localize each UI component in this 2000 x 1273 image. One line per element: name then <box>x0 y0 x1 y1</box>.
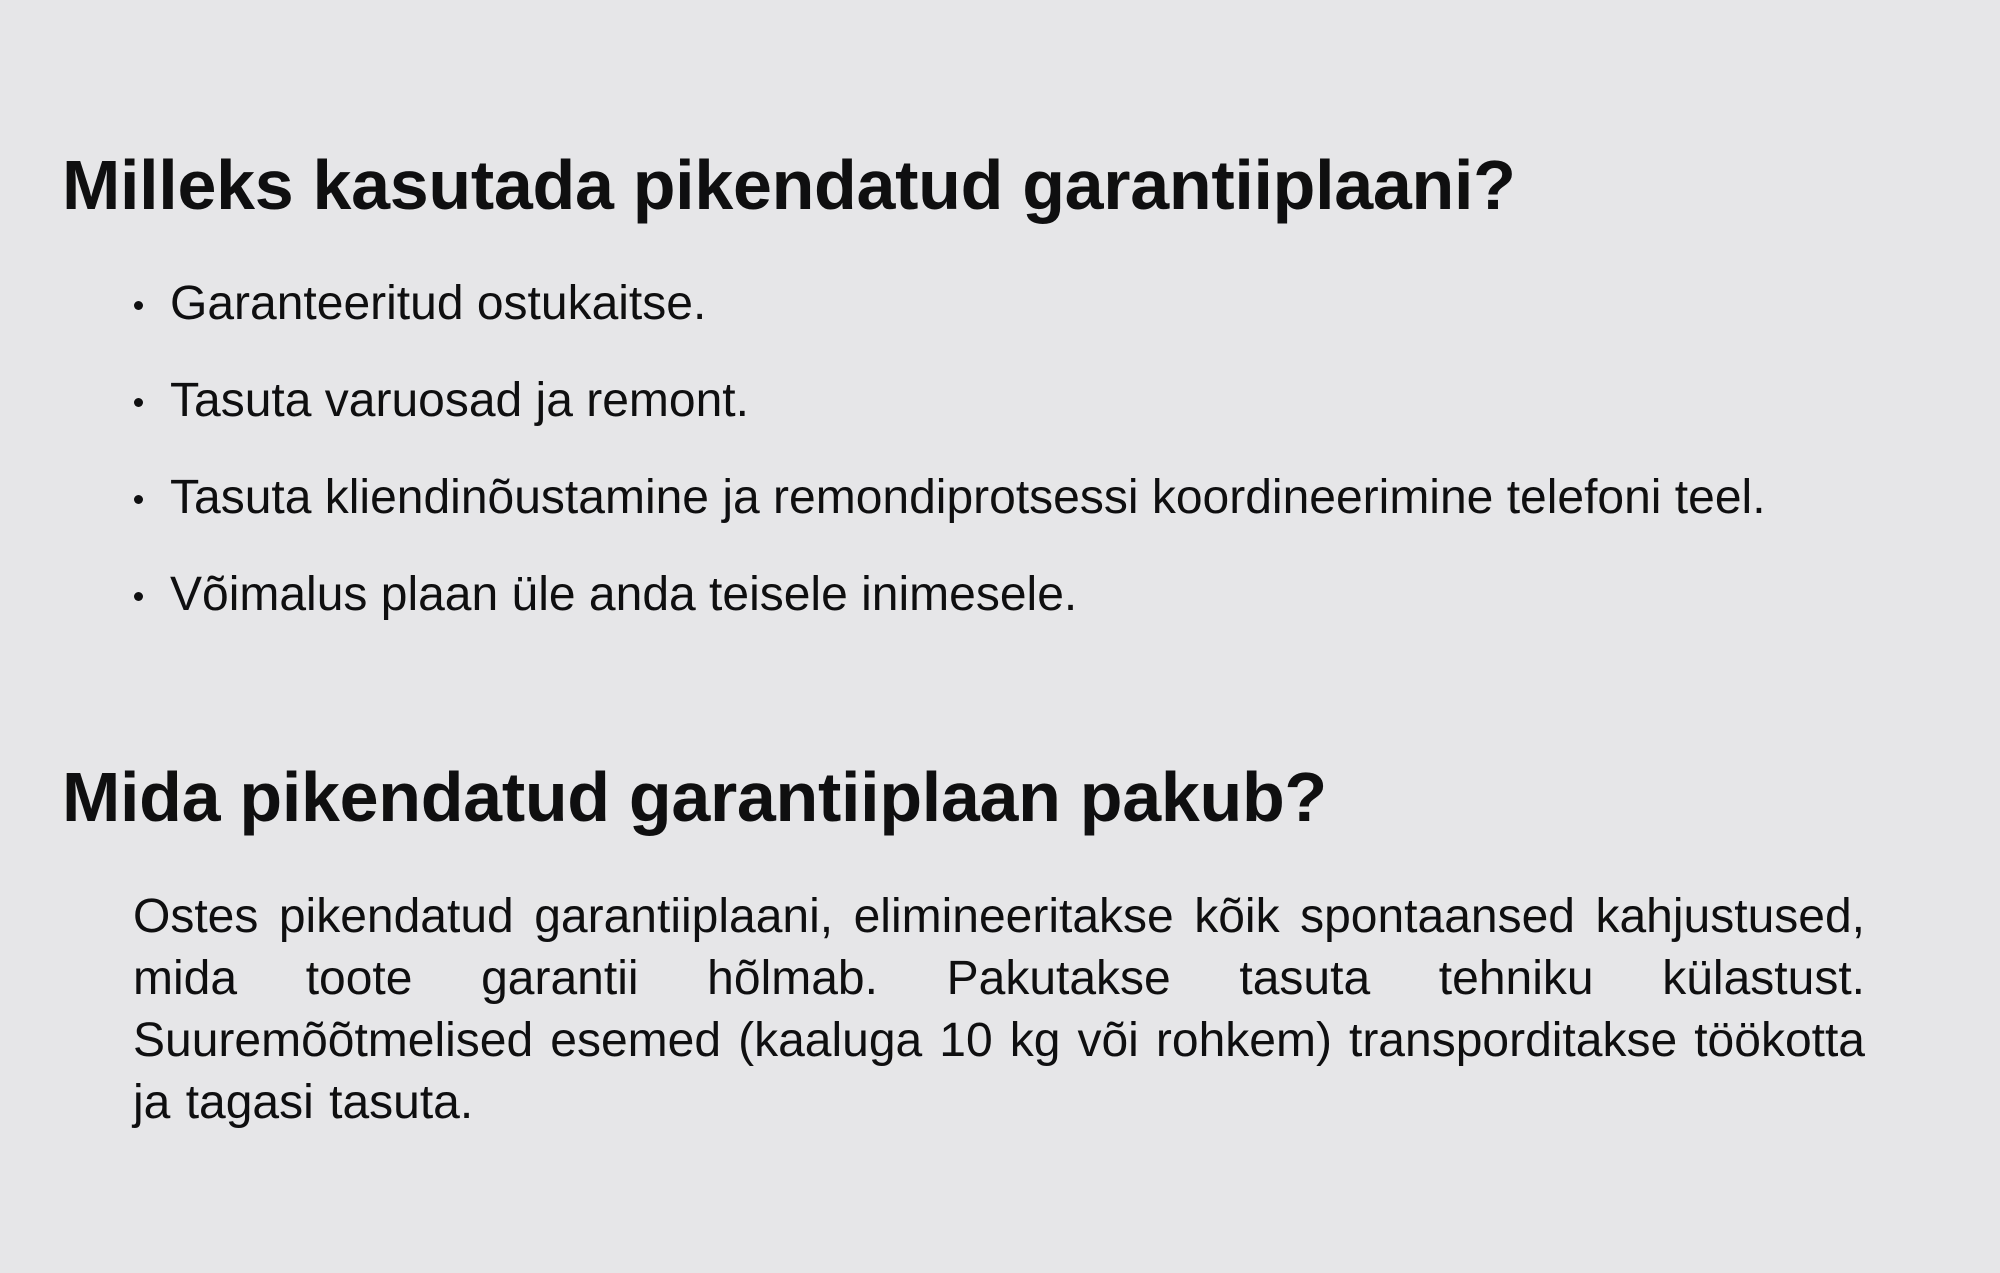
list-item-text: Garanteeritud ostukaitse. <box>170 277 707 330</box>
bullet-icon <box>134 495 143 504</box>
list-item-text: Võimalus plaan üle anda teisele inimesele. <box>170 568 1078 621</box>
section-title-what: Mida pikendatud garantiiplaan pakub? <box>62 758 1327 836</box>
list-item-text: Tasuta varuosad ja remont. <box>170 374 749 427</box>
bullet-icon <box>134 301 143 310</box>
list-item-text: Tasuta kliendinõustamine ja remondiprotsessi koordineerimine telefoni teel. <box>170 471 1766 524</box>
warranty-description-paragraph: Ostes pikendatud garantiiplaani, elimineeritakse kõik spontaansed kahjustused, mida toote garantii hõlmab. Pakutakse tasuta tehniku külastust. Suuremõõtmelised esemed (kaaluga 10 kg või rohkem) transporditakse töökotta ja tagasi tasuta. <box>133 890 1865 1129</box>
bullet-icon <box>134 592 143 601</box>
section-title-why: Milleks kasutada pikendatud garantiiplaani? <box>62 146 1516 224</box>
bullet-icon <box>134 398 143 407</box>
